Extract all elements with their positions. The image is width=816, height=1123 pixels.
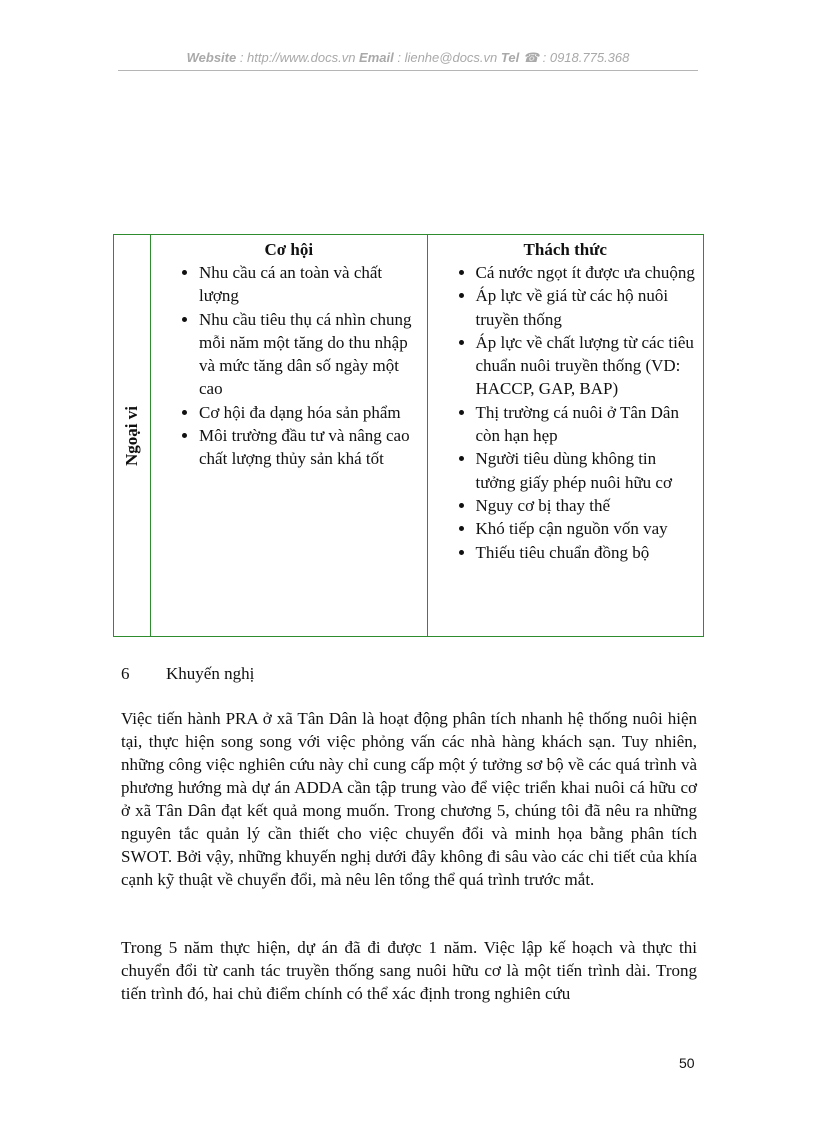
list-item: • Thị trường cá nuôi ở Tân Dân còn hạn hẹp <box>476 401 696 448</box>
threats-list <box>428 261 704 564</box>
list-item: • Người tiêu dùng không tin tưởng giấy phép nuôi hữu cơ <box>476 447 696 494</box>
header-divider <box>118 70 698 71</box>
page-header <box>118 50 698 66</box>
tel-value: ☎ : 0918.775.368 <box>519 50 630 65</box>
body-paragraph-1: Việc tiến hành PRA ở xã Tân Dân là hoạt động phân tích nhanh hệ thống nuôi hiện tại, thực hiện song song với việc phỏng vấn các nhà hàng khách sạn. Tuy nhiên, những công việc nghiên cứu này chỉ cung cấp một ý tưởng sơ bộ về các quá trình và phương hướng mà dự án ADDA cần tập trung vào để việc triển khai nuôi cá hữu cơ ở xã Tân Dân đạt kết quả mong muốn. Trong chương 5, chúng tôi đã nêu ra những nguyên tắc quản lý cần thiết cho việc chuyển đổi và minh họa bằng phân tích SWOT. Bởi vậy, những khuyến nghị dưới đây không đi sâu vào các chi tiết của khía cạnh kỹ thuật về chuyển đổi, mà nêu lên tổng thể quá trình trước mắt. <box>121 709 697 889</box>
list-item: • Áp lực về giá từ các hộ nuôi truyền thống <box>476 284 696 331</box>
body-paragraph-2: Trong 5 năm thực hiện, dự án đã đi được 1 năm. Việc lập kế hoạch và thực thi chuyển đổi từ canh tác truyền thống sang nuôi hữu cơ là một tiến trình dài. Trong tiến trình đó, hai chủ điểm chính có thể xác định trong nghiên cứu <box>121 938 697 1003</box>
section-title: Khuyến nghị <box>166 664 255 683</box>
list-item: • Áp lực về chất lượng từ các tiêu chuẩn nuôi truyền thống (VD: HACCP, GAP, BAP) <box>476 331 696 401</box>
swot-side-cell <box>114 235 151 637</box>
opportunities-list <box>151 261 427 471</box>
email-label: Email <box>359 50 394 65</box>
list-item: • Nguy cơ bị thay thế <box>476 494 696 517</box>
swot-row-external <box>114 235 704 637</box>
swot-grid <box>113 234 704 637</box>
list-item: • Nhu cầu cá an toàn và chất lượng <box>199 261 419 308</box>
threats-cell <box>427 235 704 637</box>
section-number: 6 <box>121 664 130 683</box>
list-item: • Cơ hội đa dạng hóa sản phẩm <box>199 401 419 424</box>
list-item: • Môi trường đầu tư và nâng cao chất lượng thủy sản khá tốt <box>199 424 419 471</box>
page-number: 50 <box>679 1055 695 1071</box>
list-item: • Cá nước ngọt ít được ưa chuộng <box>476 261 696 284</box>
swot-table <box>113 234 704 637</box>
list-item: • Nhu cầu tiêu thụ cá nhìn chung mỗi năm một tăng do thu nhập và mức tăng dân số ngày một cao <box>199 308 419 401</box>
opportunities-title: Cơ hội <box>264 240 314 259</box>
threats-title: Thách thức <box>523 240 607 259</box>
email-value: : lienhe@docs.vn <box>393 50 501 65</box>
section-heading <box>121 664 254 684</box>
website-value: : http://www.docs.vn <box>236 50 360 65</box>
list-item: • Thiếu tiêu chuẩn đồng bộ <box>476 541 696 564</box>
tel-label: Tel <box>500 50 520 65</box>
opportunities-cell <box>151 235 428 637</box>
list-item: • Khó tiếp cận nguồn vốn vay <box>476 517 696 540</box>
swot-side-label: Ngoại vi <box>122 405 141 466</box>
website-label: Website <box>186 50 237 65</box>
